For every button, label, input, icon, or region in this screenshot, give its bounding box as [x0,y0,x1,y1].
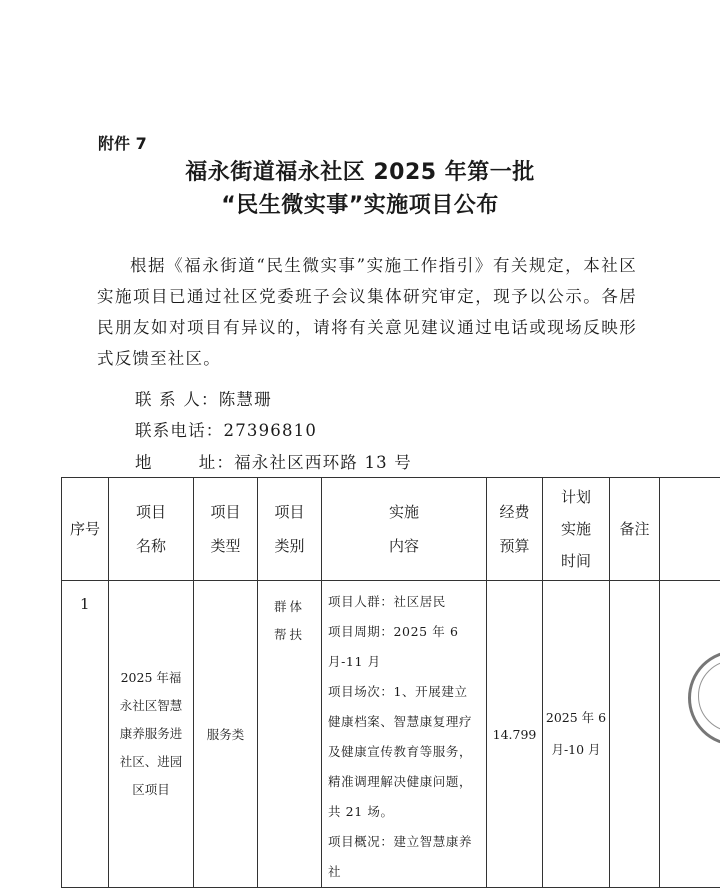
project-table [61,477,720,888]
row-name: 2025 年福永社区智慧康养服务进社区、进园区项目 [109,581,194,888]
contact-address [135,449,412,473]
contact-phone-label: 联系电话： [135,421,224,440]
header-type: 项目 类型 [194,478,258,581]
attachment-label: 附件 7 [98,131,147,154]
contact-address-label-b: 址： [199,453,234,472]
contact-address-label-a: 地 [135,453,153,472]
page-subtitle: “民生微实事”实施项目公布 [0,188,720,219]
header-plan-time: 计划 实施 时间 [543,478,610,581]
header-budget: 经费 预算 [487,478,543,581]
header-category: 项目 类别 [258,478,322,581]
page-title: 福永街道福永社区 2025 年第一批 [0,155,720,186]
header-seq: 序号 [62,478,109,581]
contact-person-value: 陈慧珊 [219,390,272,409]
content-line: 项目周期：2025 年 6 月-11 月 [328,617,480,677]
content-line: 项目人群：社区居民 [328,587,480,617]
row-type: 服务类 [194,581,258,888]
row-category: 群体帮扶 [258,581,322,888]
header-content: 实施 内容 [322,478,487,581]
table-row [62,581,720,888]
intro-paragraph: 根据《福永街道“民生微实事”实施工作指引》有关规定，本社区实施项目已通过社区党委班子会议集体研究审定，现予以公示。各居民朋友如对项目有异议的，请将有关意见建议通过电话或现场反映形式反馈至社区。 [97,250,637,374]
row-remark [610,581,660,888]
row-seq: 1 [62,581,109,888]
contact-phone [135,417,317,441]
contact-address-value: 福永社区西环路 13 号 [234,453,412,472]
contact-person-label: 联 系 人： [135,390,219,409]
contact-phone-value: 27396810 [224,421,318,440]
header-name: 项目 名称 [109,478,194,581]
content-line: 项目概况：建立智慧康养社 [328,827,480,887]
row-plan-time: 2025 年 6 月-10 月 [543,581,610,888]
header-remark: 备注 [610,478,660,581]
header-extra [660,478,720,581]
content-line: 项目场次：1、开展建立健康档案、智慧康复理疗及健康宣传教育等服务，精准调理解决健康问题，共 21 场。 [328,677,480,827]
table-header-row [62,478,720,581]
contact-person [135,386,272,410]
row-budget: 14.799 [487,581,543,888]
row-content [322,581,487,888]
